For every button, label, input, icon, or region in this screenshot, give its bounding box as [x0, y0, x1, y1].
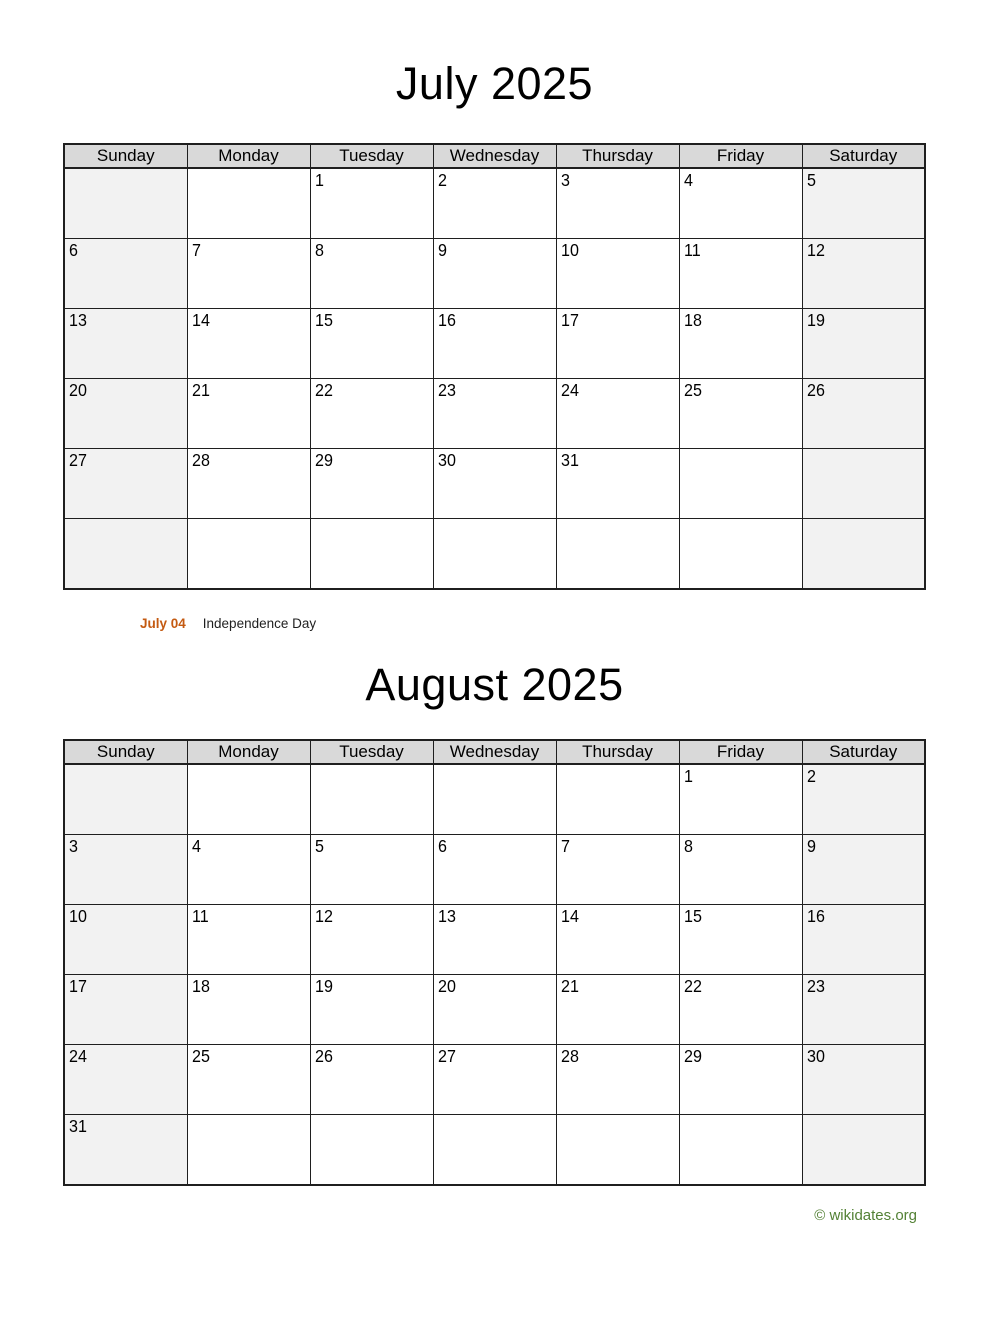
- day-number: 6: [437, 836, 447, 856]
- day-number: 7: [191, 240, 201, 260]
- week-row: [64, 905, 925, 975]
- day-cell-21: [187, 379, 310, 449]
- calendar-august: [0, 739, 989, 1186]
- day-cell-7: [556, 835, 679, 905]
- day-cell-31: [64, 1115, 187, 1186]
- empty-cell: [433, 764, 556, 835]
- day-number: 21: [560, 976, 579, 996]
- day-cell-2: [802, 764, 925, 835]
- day-number: 2: [806, 766, 816, 786]
- empty-cell: [802, 519, 925, 590]
- week-row: [64, 1115, 925, 1186]
- day-number: 2: [437, 170, 447, 190]
- day-header-wednesday: Wednesday: [433, 144, 556, 168]
- day-cell-16: [802, 905, 925, 975]
- day-number: 18: [191, 976, 210, 996]
- week-row: [64, 309, 925, 379]
- week-row: [64, 764, 925, 835]
- day-number: 17: [69, 976, 87, 996]
- day-cell-19: [310, 975, 433, 1045]
- day-number: 31: [560, 450, 579, 470]
- empty-cell: [187, 168, 310, 239]
- day-number: 20: [69, 380, 87, 400]
- day-number: 30: [437, 450, 456, 470]
- day-header-monday: Monday: [187, 144, 310, 168]
- holiday-date-label: July 04: [140, 616, 186, 631]
- day-cell-8: [310, 239, 433, 309]
- wikidates-copyright-link[interactable]: © wikidates.org: [814, 1207, 917, 1224]
- day-number: 20: [437, 976, 456, 996]
- day-cell-6: [433, 835, 556, 905]
- day-cell-20: [64, 379, 187, 449]
- day-cell-3: [64, 835, 187, 905]
- week-row: [64, 239, 925, 309]
- day-cell-11: [187, 905, 310, 975]
- day-cell-15: [310, 309, 433, 379]
- day-cell-23: [802, 975, 925, 1045]
- site-footer: [0, 1207, 917, 1224]
- day-cell-11: [679, 239, 802, 309]
- day-number: 8: [683, 836, 693, 856]
- calendar-july: [0, 143, 989, 590]
- day-cell-26: [310, 1045, 433, 1115]
- week-row: [64, 835, 925, 905]
- day-header-saturday: Saturday: [802, 740, 925, 764]
- empty-cell: [64, 764, 187, 835]
- week-row: [64, 975, 925, 1045]
- day-number: 26: [806, 380, 825, 400]
- day-cell-6: [64, 239, 187, 309]
- day-cell-4: [679, 168, 802, 239]
- day-number: 5: [314, 836, 324, 856]
- day-number: 16: [437, 310, 456, 330]
- day-cell-25: [679, 379, 802, 449]
- day-cell-29: [679, 1045, 802, 1115]
- week-row: [64, 519, 925, 590]
- day-number: 17: [560, 310, 579, 330]
- day-number: 23: [806, 976, 825, 996]
- day-number: 9: [806, 836, 816, 856]
- holiday-note: [140, 616, 989, 632]
- month-title-august: August 2025: [365, 659, 624, 710]
- day-number: 1: [683, 766, 693, 786]
- empty-cell: [679, 1115, 802, 1186]
- day-header-thursday: Thursday: [556, 740, 679, 764]
- day-cell-1: [310, 168, 433, 239]
- day-number: 28: [560, 1046, 579, 1066]
- day-number: 16: [806, 906, 825, 926]
- day-cell-4: [187, 835, 310, 905]
- day-cell-24: [556, 379, 679, 449]
- day-number: 24: [69, 1046, 87, 1066]
- empty-cell: [187, 1115, 310, 1186]
- day-number: 5: [806, 170, 816, 190]
- day-number: 15: [683, 906, 702, 926]
- day-cell-18: [187, 975, 310, 1045]
- day-cell-22: [679, 975, 802, 1045]
- day-cell-16: [433, 309, 556, 379]
- day-number: 15: [314, 310, 333, 330]
- holiday-name-label: Independence Day: [202, 616, 317, 631]
- day-cell-24: [64, 1045, 187, 1115]
- day-number: 3: [69, 836, 78, 856]
- day-number: 4: [191, 836, 201, 856]
- day-header-wednesday: Wednesday: [433, 740, 556, 764]
- day-number: 19: [314, 976, 333, 996]
- calendar-table-july-2025: [63, 143, 926, 590]
- day-cell-8: [679, 835, 802, 905]
- day-cell-7: [187, 239, 310, 309]
- week-row: [64, 1045, 925, 1115]
- day-number: 22: [683, 976, 702, 996]
- day-cell-18: [679, 309, 802, 379]
- day-number: 29: [683, 1046, 702, 1066]
- day-cell-12: [802, 239, 925, 309]
- day-cell-17: [64, 975, 187, 1045]
- day-header-friday: Friday: [679, 144, 802, 168]
- day-number: 31: [69, 1116, 87, 1136]
- empty-cell: [64, 519, 187, 590]
- day-number: 12: [806, 240, 825, 260]
- day-cell-23: [433, 379, 556, 449]
- week-row: [64, 168, 925, 239]
- day-number: 19: [806, 310, 825, 330]
- day-cell-28: [556, 1045, 679, 1115]
- day-cell-25: [187, 1045, 310, 1115]
- day-number: 9: [437, 240, 447, 260]
- week-row: [64, 449, 925, 519]
- empty-cell: [556, 519, 679, 590]
- empty-cell: [310, 764, 433, 835]
- day-number: 18: [683, 310, 702, 330]
- day-cell-1: [679, 764, 802, 835]
- month-title-july: July 2025: [395, 58, 594, 109]
- day-cell-2: [433, 168, 556, 239]
- day-header-monday: Monday: [187, 740, 310, 764]
- day-number: 25: [191, 1046, 210, 1066]
- day-cell-5: [802, 168, 925, 239]
- day-cell-19: [802, 309, 925, 379]
- day-cell-13: [64, 309, 187, 379]
- day-cell-30: [433, 449, 556, 519]
- day-number: 28: [191, 450, 210, 470]
- day-number: 27: [69, 450, 87, 470]
- day-cell-31: [556, 449, 679, 519]
- week-row: [64, 379, 925, 449]
- empty-cell: [433, 1115, 556, 1186]
- day-header-saturday: Saturday: [802, 144, 925, 168]
- day-cell-14: [556, 905, 679, 975]
- day-cell-22: [310, 379, 433, 449]
- day-cell-30: [802, 1045, 925, 1115]
- day-number: 27: [437, 1046, 456, 1066]
- day-cell-27: [64, 449, 187, 519]
- day-cell-9: [433, 239, 556, 309]
- day-cell-20: [433, 975, 556, 1045]
- empty-cell: [64, 168, 187, 239]
- empty-cell: [556, 1115, 679, 1186]
- empty-cell: [310, 519, 433, 590]
- day-header-tuesday: Tuesday: [310, 740, 433, 764]
- day-cell-14: [187, 309, 310, 379]
- day-number: 26: [314, 1046, 333, 1066]
- empty-cell: [433, 519, 556, 590]
- day-header-thursday: Thursday: [556, 144, 679, 168]
- empty-cell: [187, 519, 310, 590]
- day-number: 11: [191, 906, 209, 926]
- day-number: 11: [683, 240, 701, 260]
- day-number: 13: [69, 310, 87, 330]
- day-number: 4: [683, 170, 693, 190]
- day-number: 14: [560, 906, 579, 926]
- day-number: 14: [191, 310, 210, 330]
- day-cell-10: [556, 239, 679, 309]
- empty-cell: [187, 764, 310, 835]
- empty-cell: [802, 1115, 925, 1186]
- day-header-friday: Friday: [679, 740, 802, 764]
- day-number: 22: [314, 380, 333, 400]
- day-number: 23: [437, 380, 456, 400]
- day-number: 7: [560, 836, 570, 856]
- day-number: 12: [314, 906, 333, 926]
- day-number: 30: [806, 1046, 825, 1066]
- empty-cell: [556, 764, 679, 835]
- day-number: 25: [683, 380, 702, 400]
- day-number: 29: [314, 450, 333, 470]
- day-cell-26: [802, 379, 925, 449]
- day-number: 24: [560, 380, 579, 400]
- day-cell-28: [187, 449, 310, 519]
- day-header-sunday: Sunday: [64, 740, 187, 764]
- calendar-table-august-2025: [63, 739, 926, 1186]
- day-cell-27: [433, 1045, 556, 1115]
- day-cell-15: [679, 905, 802, 975]
- day-cell-10: [64, 905, 187, 975]
- day-header-sunday: Sunday: [64, 144, 187, 168]
- day-cell-12: [310, 905, 433, 975]
- day-number: 8: [314, 240, 324, 260]
- day-number: 6: [69, 240, 78, 260]
- day-cell-17: [556, 309, 679, 379]
- day-cell-3: [556, 168, 679, 239]
- day-cell-5: [310, 835, 433, 905]
- day-number: 10: [69, 906, 87, 926]
- day-number: 1: [314, 170, 324, 190]
- day-number: 3: [560, 170, 570, 190]
- day-cell-9: [802, 835, 925, 905]
- day-cell-29: [310, 449, 433, 519]
- empty-cell: [310, 1115, 433, 1186]
- day-cell-13: [433, 905, 556, 975]
- day-number: 10: [560, 240, 579, 260]
- day-number: 13: [437, 906, 456, 926]
- empty-cell: [802, 449, 925, 519]
- day-number: 21: [191, 380, 210, 400]
- empty-cell: [679, 519, 802, 590]
- empty-cell: [679, 449, 802, 519]
- day-cell-21: [556, 975, 679, 1045]
- day-header-tuesday: Tuesday: [310, 144, 433, 168]
